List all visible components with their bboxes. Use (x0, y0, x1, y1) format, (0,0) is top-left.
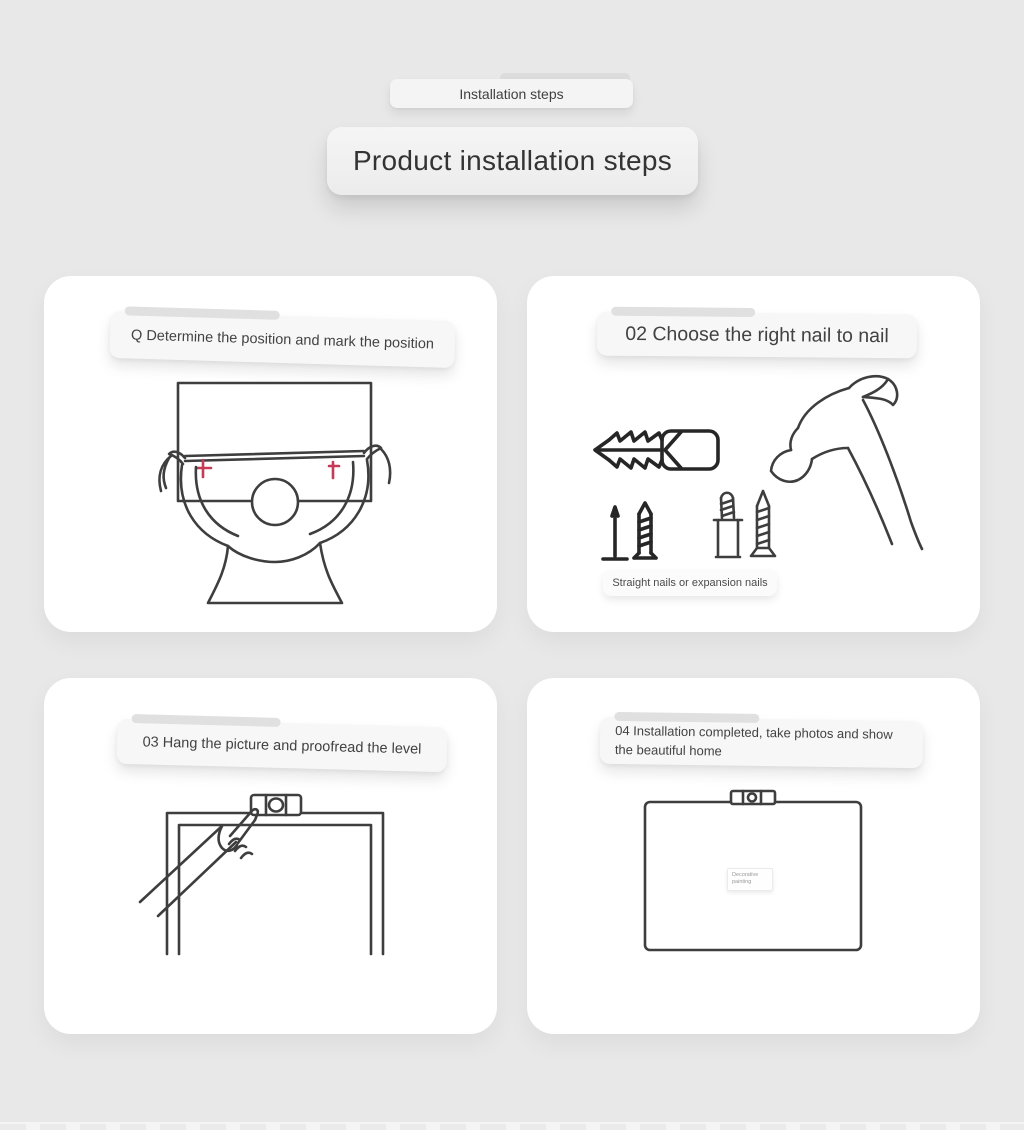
step-card-3 (44, 678, 497, 1034)
hammer-anchor-nails-illustration (575, 370, 925, 600)
picture-frame-outline (167, 813, 383, 954)
step-2-label: 02 Choose the right nail to nail (597, 312, 917, 359)
straight-nails-icon (603, 503, 656, 559)
wall-anchor-icon (595, 431, 718, 469)
step-card-1 (44, 276, 497, 632)
step-4-label: 04 Installation completed, take photos and show the beautiful home (600, 717, 924, 769)
frame-hanger-level-icon (731, 791, 775, 804)
mark-cross-left (196, 460, 211, 477)
step-card-4 (527, 678, 980, 1034)
page-title: Product installation steps (327, 127, 698, 195)
bottom-edge-strip (0, 1122, 1024, 1130)
step-card-2 (527, 276, 980, 632)
step-3-label: 03 Hang the picture and proofread the level (116, 719, 447, 773)
nails-caption-badge: Straight nails or expansion nails (603, 570, 777, 596)
level-check-illustration (138, 780, 418, 1010)
step-1-label: Q Determine the position and mark the position (109, 311, 455, 368)
eyebrow-badge: Installation steps (390, 79, 633, 108)
hammer-icon (771, 376, 922, 549)
frame-mini-label: Decorative painting (727, 868, 773, 891)
expansion-anchor-screws-icon (714, 491, 775, 557)
mark-cross-right (329, 462, 339, 478)
person-figure (181, 460, 368, 603)
person-holding-frame-illustration (152, 374, 422, 606)
